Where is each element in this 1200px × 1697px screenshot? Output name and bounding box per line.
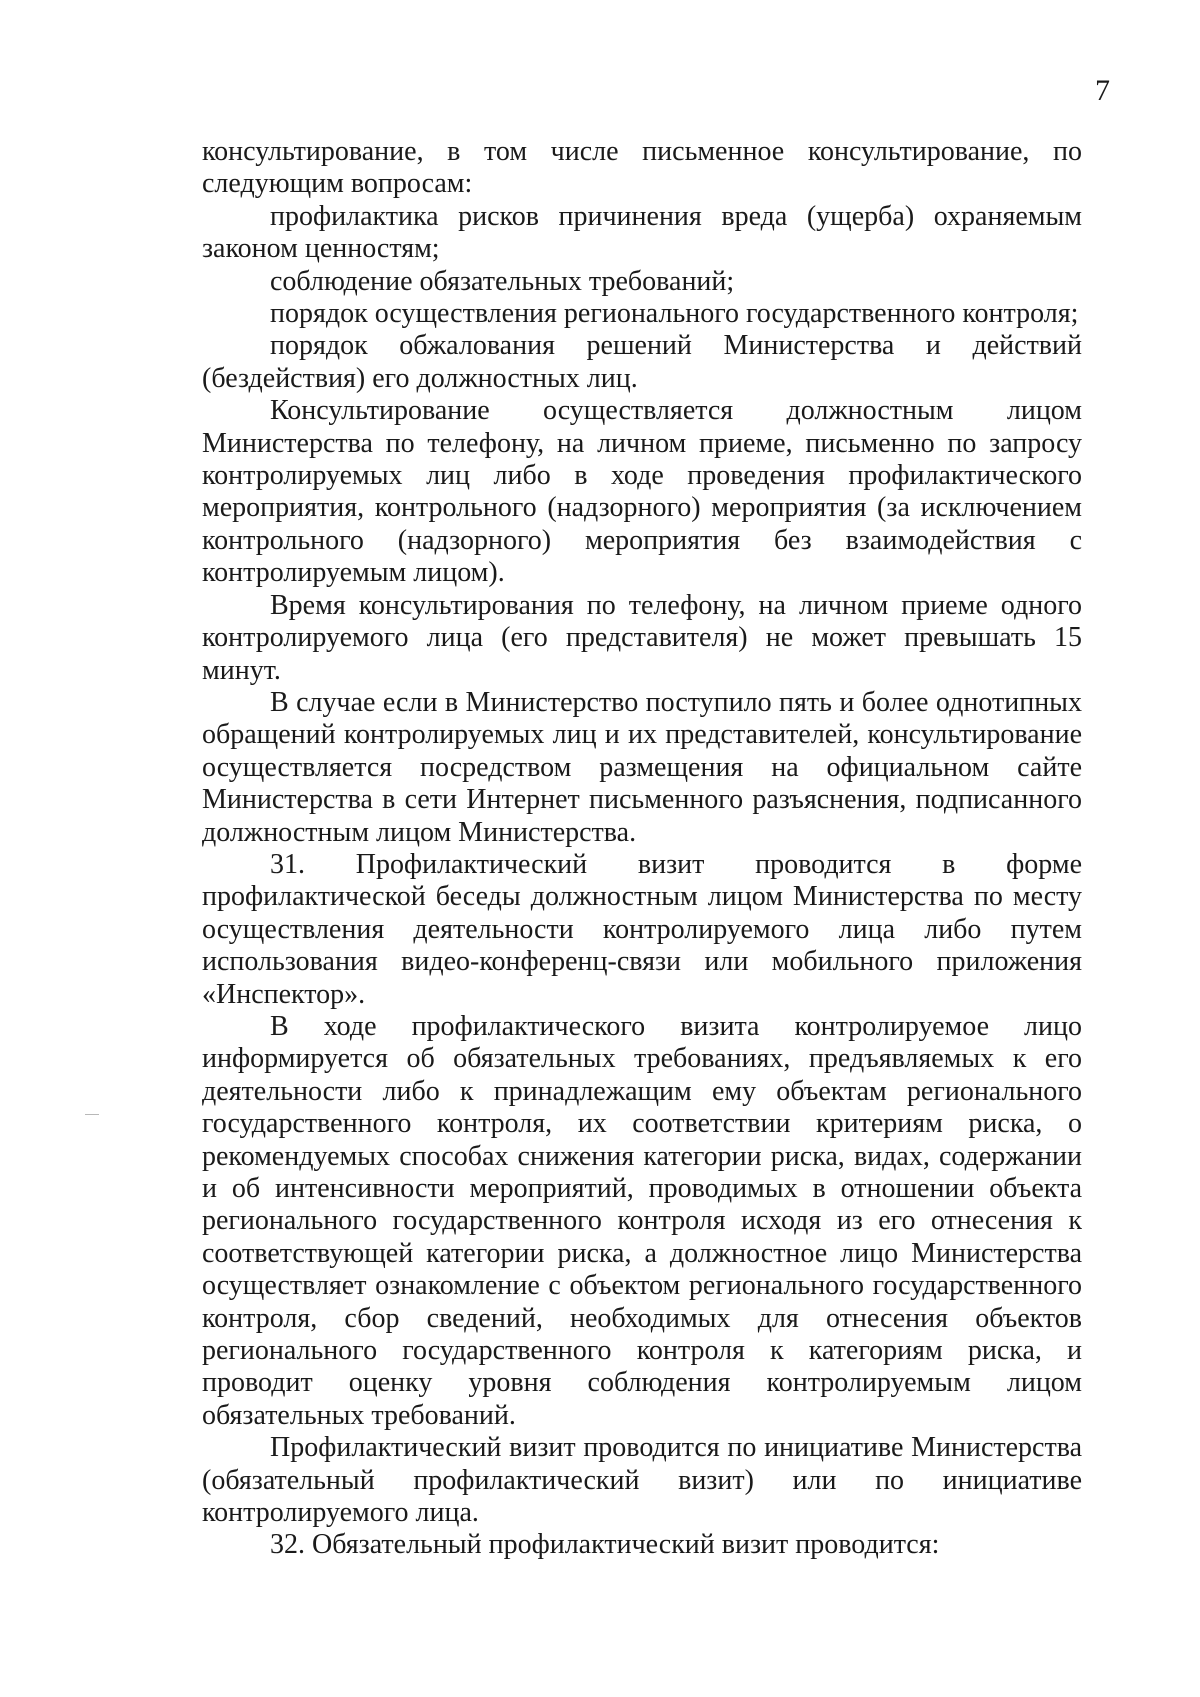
page-number: 7 xyxy=(1095,74,1110,107)
paragraph-written-clarification: В случае если в Министерство поступило пять и более однотипных обращений контролируемых лиц и их представителей, консультирование осуществляется посредством размещения на официальном сайте Министерства в сети Интернет письменного разъяснения, подписанного должностным лицом Министерства. xyxy=(202,686,1082,848)
paragraph-consulting-topics-intro: консультирование, в том числе письменное консультирование, по следующим вопросам: xyxy=(202,136,1082,200)
document-body xyxy=(202,136,1082,1562)
paragraph-item-31: 31. Профилактический визит проводится в форме профилактической беседы должностным лицом Министерства по месту осуществления деятельности контролируемого лица либо путем использования видео-конференц-связи или мобильного приложения «Инспектор». xyxy=(202,848,1082,1010)
paragraph-visit-initiative: Профилактический визит проводится по инициативе Министерства (обязательный профилактический визит) или по инициативе контролируемого лица. xyxy=(202,1432,1082,1529)
paragraph-item-32: 32. Обязательный профилактический визит проводится: xyxy=(270,1529,940,1561)
paragraph-consulting-methods: Консультирование осуществляется должностным лицом Министерства по телефону, на личном приеме, письменно по запросу контролируемых лиц либо в ходе проведения профилактического мероприятия, контрольного (надзорного) мероприятия (за исключением контрольного (надзорного) мероприятия без взаимодействия с контролируемым лицом). xyxy=(202,395,1082,589)
paragraph-risk-prevention: профилактика рисков причинения вреда (ущерба) охраняемым законом ценностям; xyxy=(202,200,1082,265)
paragraph-compliance: соблюдение обязательных требований; xyxy=(270,265,735,297)
paragraph-control-procedure: порядок осуществления регионального государственного контроля; xyxy=(270,298,1079,330)
paragraph-consulting-duration: Время консультирования по телефону, на личном приеме одного контролируемого лица (его представителя) не может превышать 15 минут. xyxy=(202,589,1082,686)
paragraph-appeal-procedure: порядок обжалования решений Министерства и действий (бездействия) его должностных лиц. xyxy=(202,330,1082,394)
margin-mark xyxy=(85,1114,99,1115)
paragraph-visit-content: В ходе профилактического визита контролируемое лицо информируется об обязательных требованиях, предъявляемых к его деятельности либо к принадлежащим ему объектам регионального государственного контроля, их соответствии критериям риска, о рекомендуемых способах снижения категории риска, видах, содержании и об интенсивности мероприятий, проводимых в отношении объекта регионального государственного контроля исходя из его отнесения к соответствующей категории риска, а должностное лицо Министерства осуществляет ознакомление с объектом регионального государственного контроля, сбор сведений, необходимых для отнесения объектов регионального государственного контроля к категориям риска, и проводит оценку уровня соблюдения контролируемым лицом обязательных требований. xyxy=(202,1010,1082,1431)
